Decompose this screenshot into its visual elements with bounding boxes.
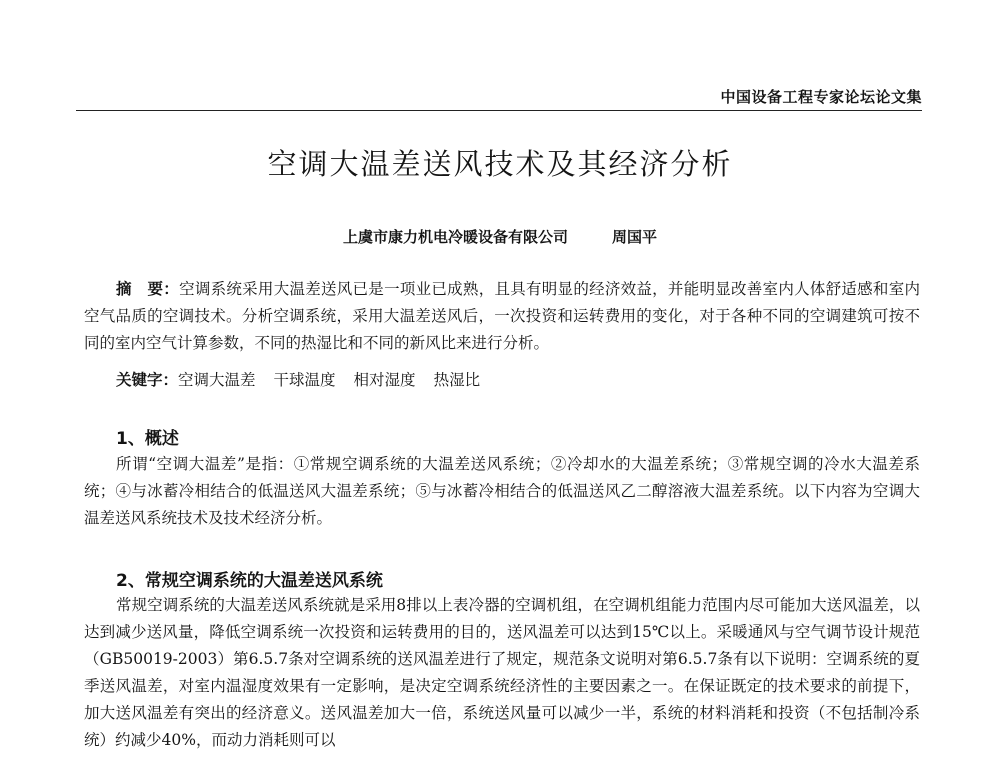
abstract	[84, 276, 920, 357]
keyword: 热湿比	[433, 371, 481, 389]
author-line	[0, 226, 1000, 247]
keyword: 相对湿度	[353, 371, 416, 389]
abstract-label: 摘 要：	[116, 280, 180, 298]
keywords	[116, 367, 498, 394]
author-name: 周国平	[612, 228, 658, 246]
section-paragraph: 所谓“空调大温差”是指：①常规空调系统的大温差送风系统；②冷却水的大温差系统；③常规空调的冷水大温差系统；④与冰蓄冷相结合的低温送风大温差系统；⑤与冰蓄冷相结合的低温送风乙二醇溶液大温差系统。以下内容为空调大温差送风系统技术及技术经济分析。	[84, 455, 920, 527]
keyword: 干球温度	[273, 371, 336, 389]
section-heading: 1、概述	[116, 429, 179, 449]
keyword: 空调大温差	[178, 371, 256, 389]
section-paragraph: 常规空调系统的大温差送风系统就是采用8排以上表冷器的空调机组，在空调机组能力范围内尽可能加大送风温差，以达到减少送风量，降低空调系统一次投资和运转费用的目的，送风温差可以达到15℃以上。采暖通风与空气调节设计规范（GB50019-2003）第6.5.7条对空调系统的送风温差进行了规定，规范条文说明对第6.5.7条有以下说明：空调系统的夏季送风温差，对室内温湿度效果有一定影响，是决定空调系统经济性的主要因素之一。在保证既定的技术要求的前提下，加大送风温差有突出的经济意义。送风温差加大一倍，系统送风量可以减少一半，系统的材料消耗和投资（不包括制冷系统）约减少40%，而动力消耗则可以	[84, 596, 920, 749]
header-rule	[76, 110, 922, 111]
running-header: 中国设备工程专家论坛论文集	[720, 88, 922, 106]
affiliation: 上虞市康力机电冷暖设备有限公司	[342, 228, 568, 246]
abstract-text: 空调系统采用大温差送风已是一项业已成熟，且具有明显的经济效益，并能明显改善室内人体舒适感和室内空气品质的空调技术。分析空调系统，采用大温差送风后，一次投资和运转费用的变化，对于各种不同的空调建筑可按不同的室内空气计算参数，不同的热湿比和不同的新风比来进行分析。	[84, 280, 920, 352]
keywords-label: 关键字：	[116, 371, 179, 389]
section-heading: 2、常规空调系统的大温差送风系统	[116, 571, 383, 591]
paper-title: 空调大温差送风技术及其经济分析	[267, 147, 733, 181]
